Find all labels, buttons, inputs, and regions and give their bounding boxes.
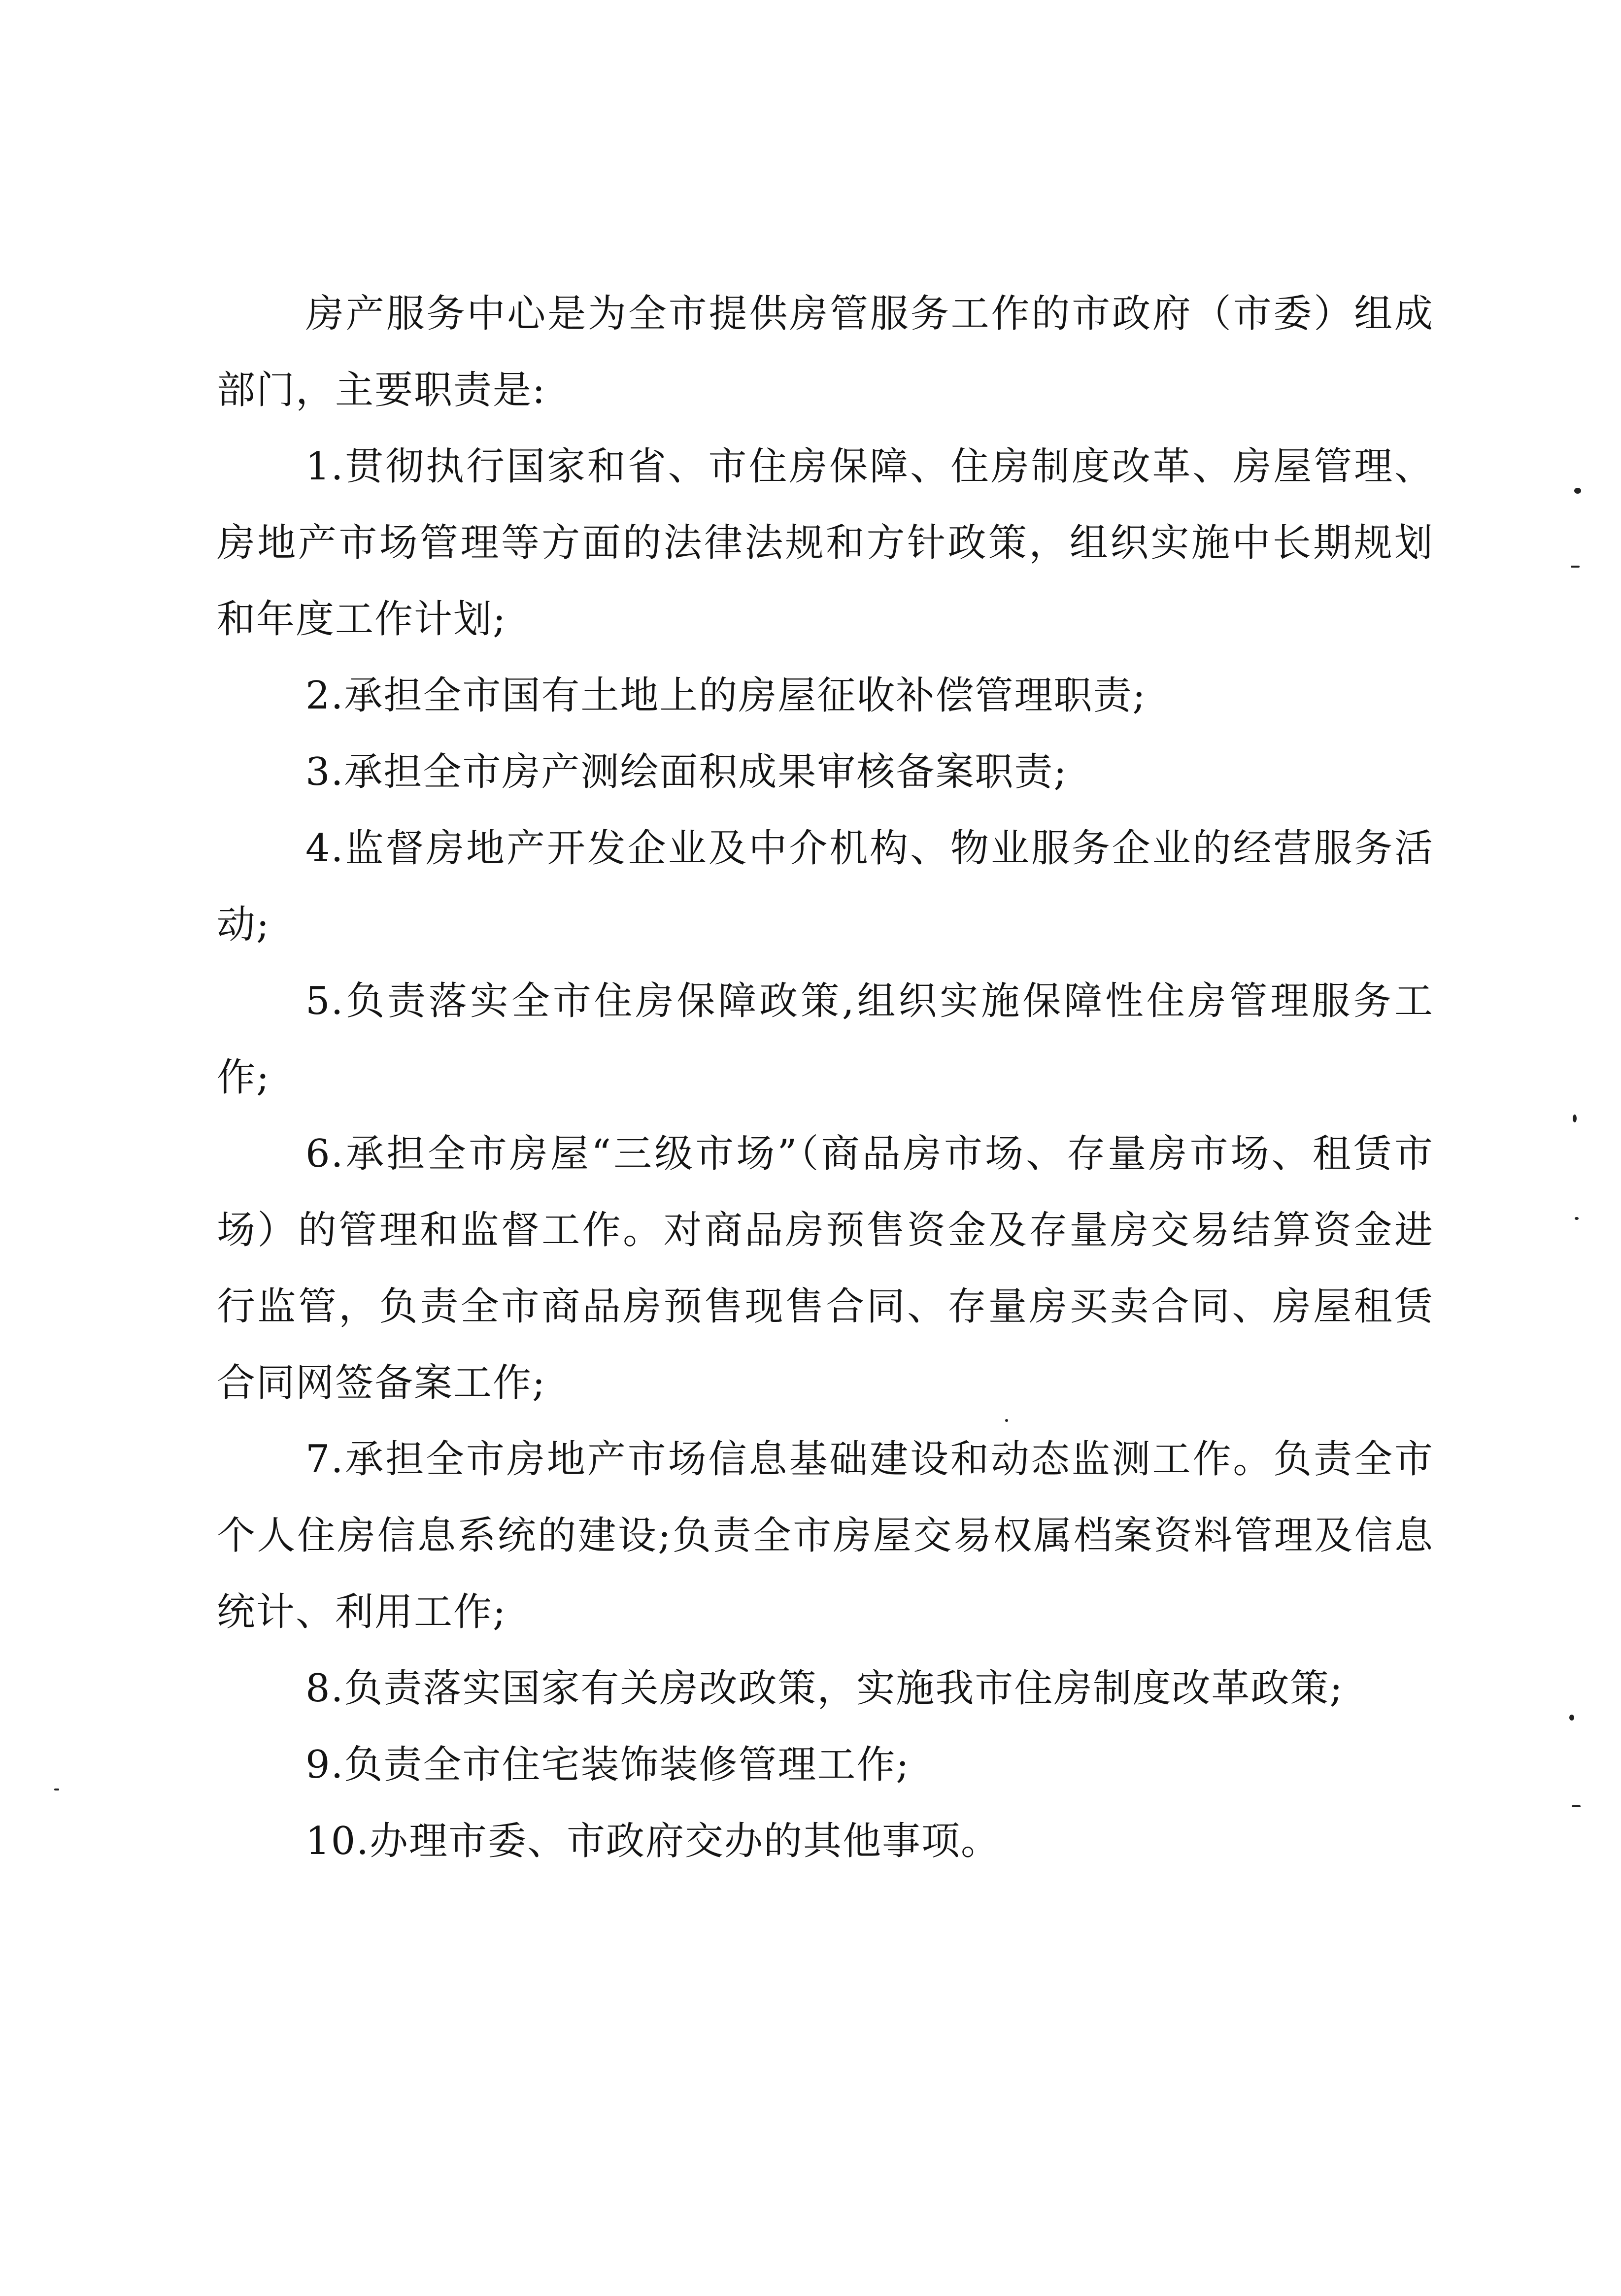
duty-item-3: 3.承担全市房产测绘面积成果审核备案职责; bbox=[305, 750, 1068, 794]
scan-speck bbox=[1569, 1715, 1574, 1721]
intro-paragraph: 房产服务中心是为全市提供房管服务工作的市政府（市委）组成部门，主要职责是: bbox=[217, 292, 1434, 412]
scan-speck bbox=[1575, 1217, 1579, 1220]
scan-speck bbox=[1573, 1114, 1577, 1122]
duty-item-9: 9.负责全市住宅装饰装修管理工作; bbox=[305, 1743, 910, 1787]
scan-speck bbox=[1571, 566, 1580, 568]
scan-speck bbox=[1574, 488, 1581, 494]
duty-item-8: 8.负责落实国家有关房改政策，实施我市住房制度改革政策; bbox=[305, 1666, 1344, 1711]
scan-speck bbox=[1572, 1805, 1581, 1807]
duty-item-10: 10.办理市委、市政府交办的其他事项。 bbox=[305, 1819, 1001, 1863]
duty-item-2: 2.承担全市国有土地上的房屋征收补偿管理职责; bbox=[305, 674, 1147, 718]
scan-speck bbox=[54, 1789, 59, 1790]
duty-item-4: 4.监督房地产开发企业及中介机构、物业服务企业的经营服务活动; bbox=[217, 826, 1434, 947]
scan-speck bbox=[1005, 1419, 1008, 1422]
document-body bbox=[217, 276, 1434, 1880]
duty-item-6: 6.承担全市房屋“三级市场”（商品房市场、存量房市场、租赁市场）的管理和监督工作。对商品房预售资金及存量房交易结算资金进行监管，负责全市商品房预售现售合同、存量房买卖合同、房屋租赁合同网签备案工作; bbox=[217, 1132, 1434, 1405]
duty-item-7: 7.承担全市房地产市场信息基础建设和动态监测工作。负责全市个人住房信息系统的建设;负责全市房屋交易权属档案资料管理及信息统计、利用工作; bbox=[217, 1437, 1434, 1634]
duty-item-1: 1.贯彻执行国家和省、市住房保障、住房制度改革、房屋管理、房地产市场管理等方面的法律法规和方针政策，组织实施中长期规划和年度工作计划; bbox=[217, 444, 1434, 642]
duty-item-5: 5.负责落实全市住房保障政策,组织实施保障性住房管理服务工作; bbox=[217, 979, 1434, 1100]
